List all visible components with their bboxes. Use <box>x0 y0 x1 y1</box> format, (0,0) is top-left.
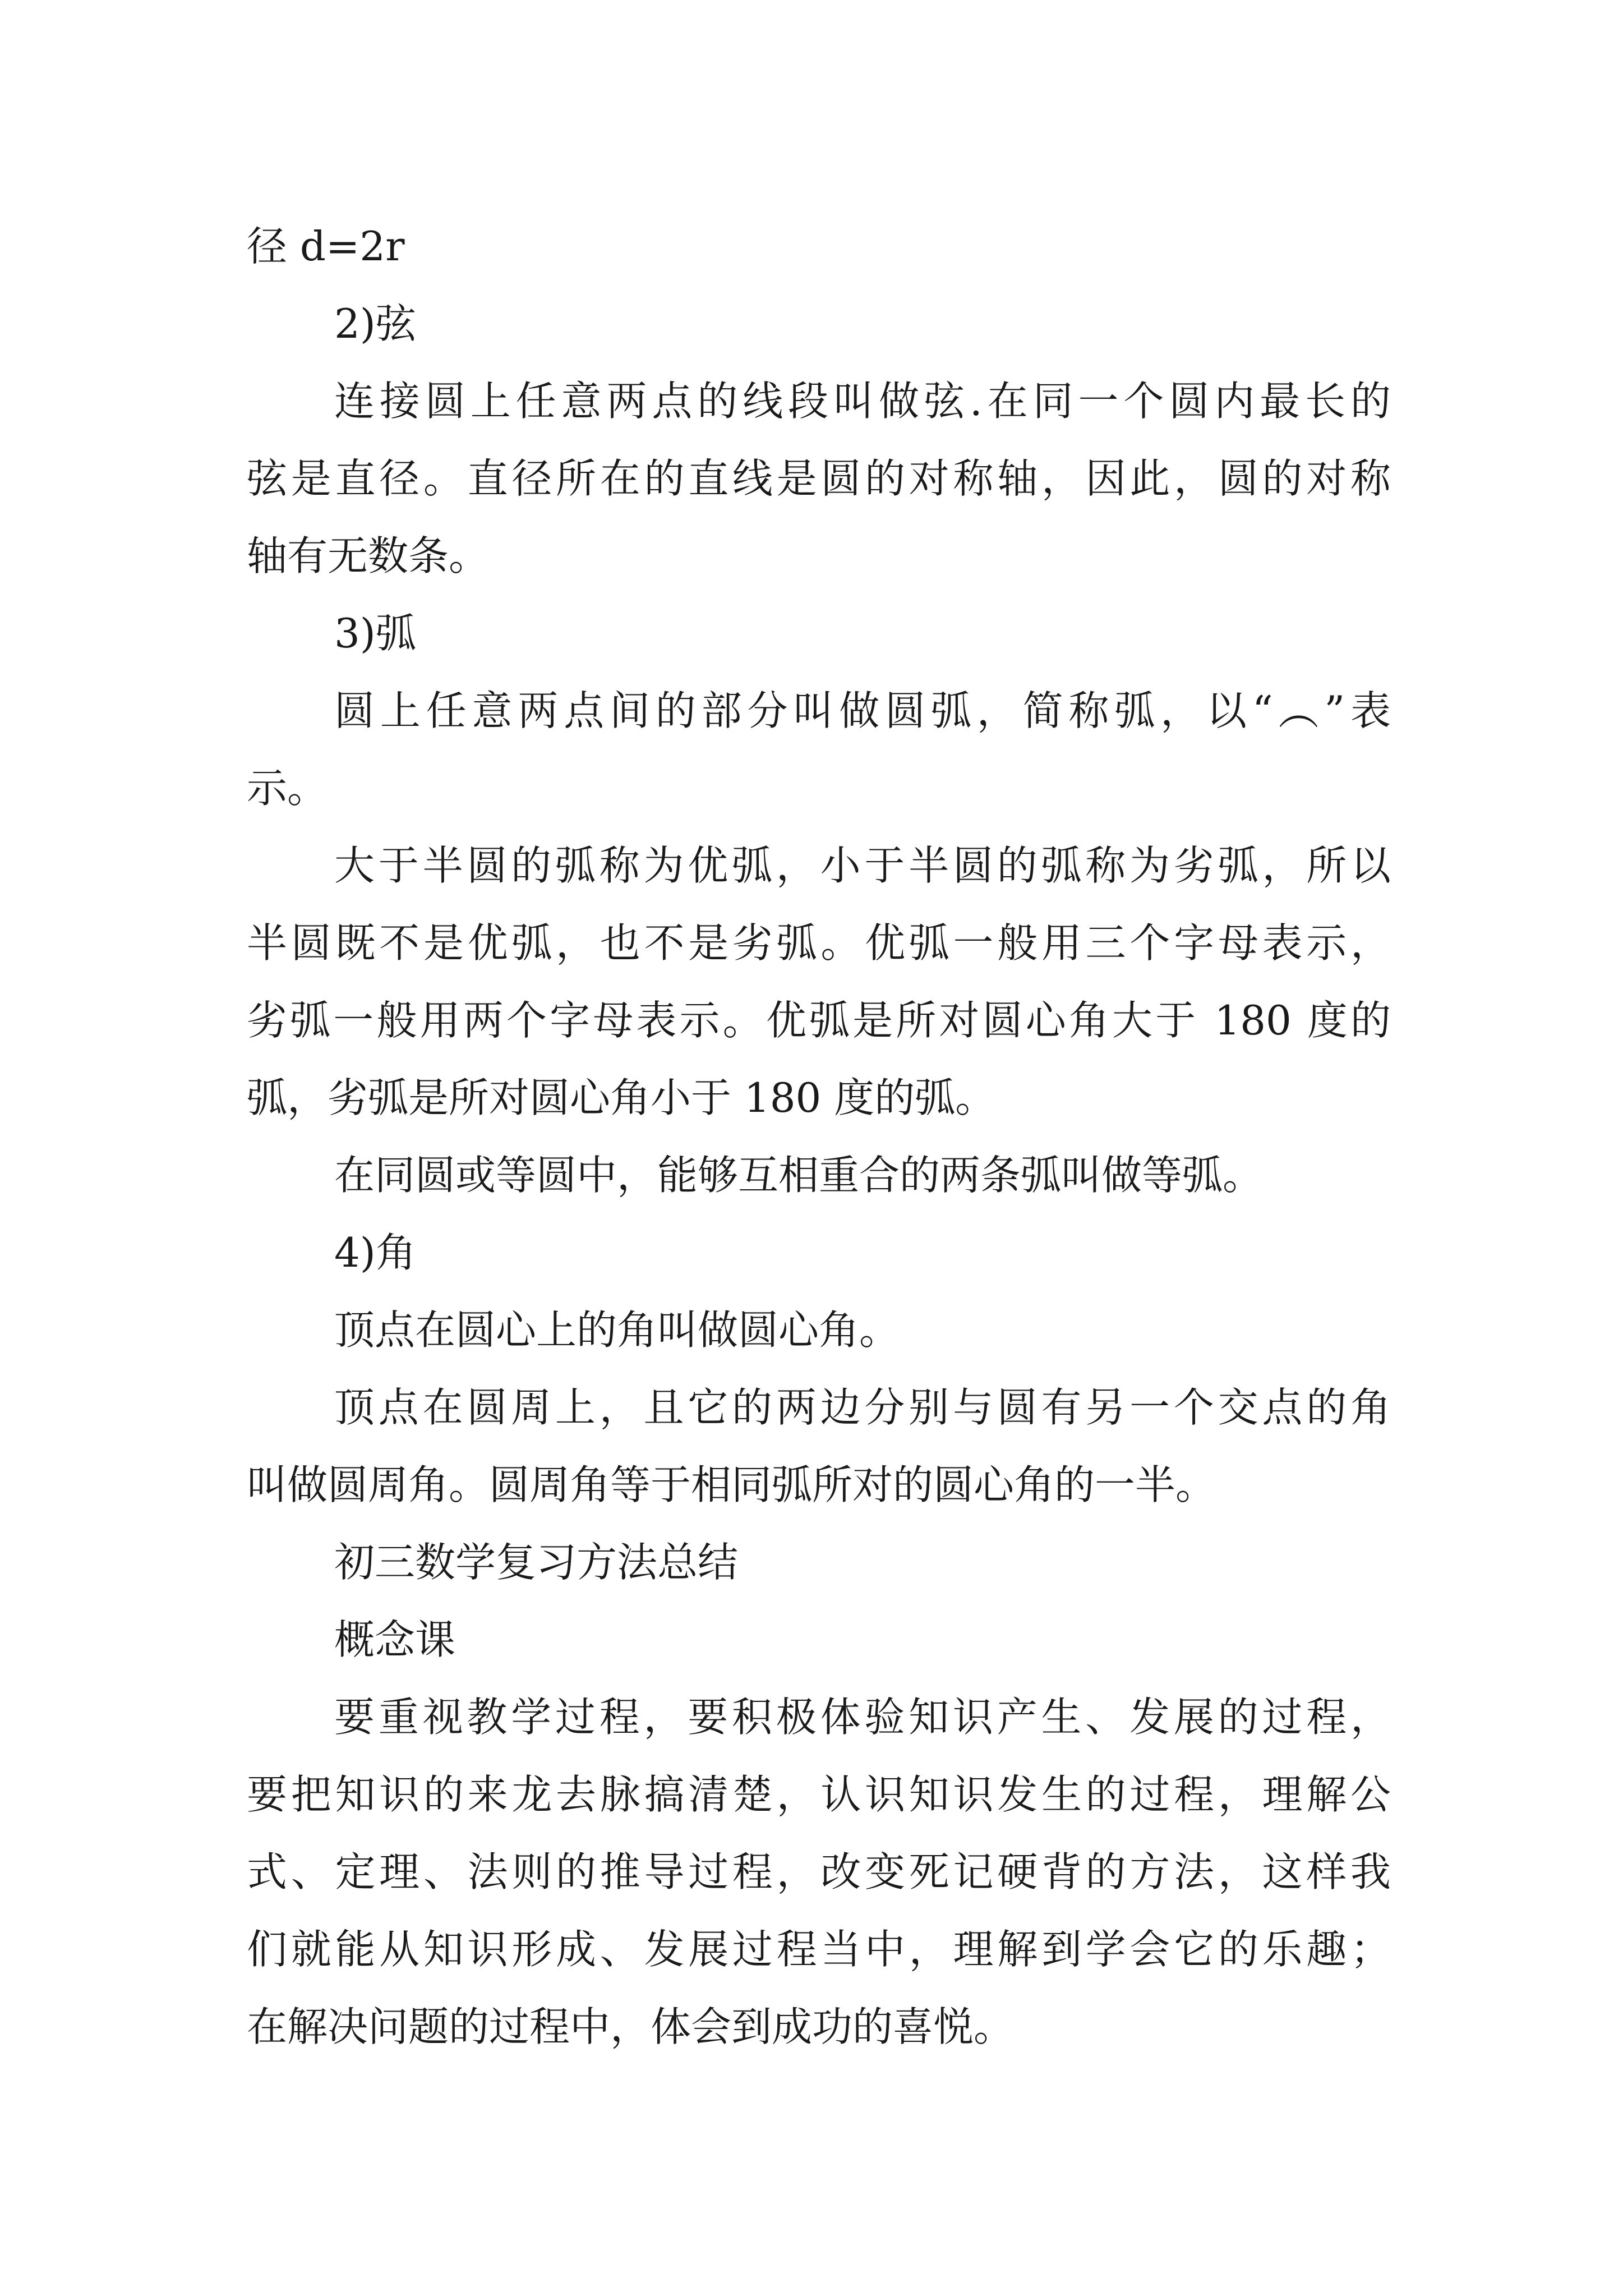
text-line: 大于半圆的弧称为优弧，小于半圆的弧称为劣弧，所以 <box>334 842 1391 889</box>
text-line: 要重视教学过程，要积极体验知识产生、发展的过程， <box>334 1694 1391 1741</box>
text-line: 劣弧一般用两个字母表示。优弧是所对圆心角大于 180 度的 <box>247 997 1391 1044</box>
text-line: 径 d=2r <box>247 223 405 270</box>
document-body <box>247 208 1391 2065</box>
text-line: 4)角 <box>334 1229 416 1276</box>
text-line: 连接圆上任意两点的线段叫做弦.在同一个圆内最长的 <box>334 378 1391 425</box>
text-line: 2)弦 <box>334 300 416 347</box>
text-line: 概念课 <box>334 1616 456 1663</box>
text-line: 在同圆或等圆中，能够互相重合的两条弧叫做等弧。 <box>334 1152 1264 1199</box>
text-line: 弧，劣弧是所对圆心角小于 180 度的弧。 <box>247 1074 996 1121</box>
text-line: 叫做圆周角。圆周角等于相同弧所对的圆心角的一半。 <box>247 1461 1216 1508</box>
text-line: 3)弧 <box>334 610 416 657</box>
text-line: 顶点在圆周上，且它的两边分别与圆有另一个交点的角 <box>334 1384 1391 1431</box>
text-line: 顶点在圆心上的角叫做圆心角。 <box>334 1306 900 1354</box>
text-line: 要把知识的来龙去脉搞清楚，认识知识发生的过程，理解公 <box>247 1771 1391 1818</box>
text-line: 弦是直径。直径所在的直线是圆的对称轴，因此，圆的对称 <box>247 455 1391 502</box>
text-line: 示。 <box>247 765 328 812</box>
text-line: 轴有无数条。 <box>247 532 490 579</box>
text-line: 初三数学复习方法总结 <box>334 1539 739 1586</box>
text-line: 在解决问题的过程中，体会到成功的喜悦。 <box>247 2003 1015 2050</box>
text-line: 圆上任意两点间的部分叫做圆弧，简称弧，以“︵”表 <box>334 687 1391 734</box>
text-line: 们就能从知识形成、发展过程当中，理解到学会它的乐趣； <box>247 1926 1391 1973</box>
text-line: 半圆既不是优弧，也不是劣弧。优弧一般用三个字母表示， <box>247 919 1391 967</box>
text-line: 式、定理、法则的推导过程，改变死记硬背的方法，这样我 <box>247 1848 1391 1895</box>
